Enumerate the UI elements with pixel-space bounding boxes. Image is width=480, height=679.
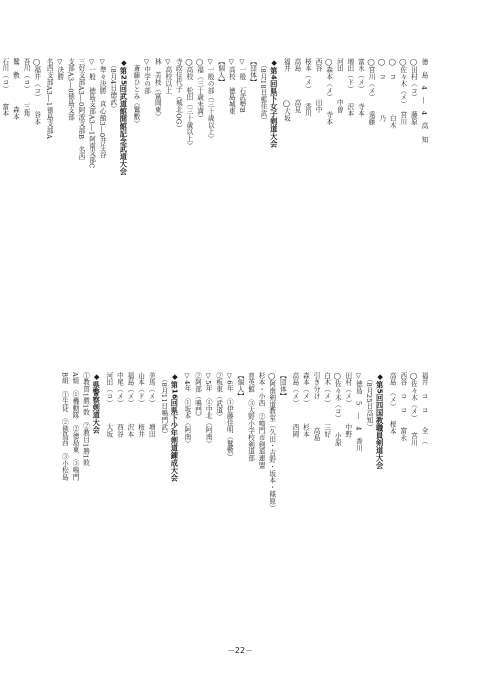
text-column: （8月4日徳武）: [108, 58, 117, 112]
text-column: 森本（メ） 杉本: [301, 372, 310, 438]
text-column: ◯宮川（メ） 遠藤: [367, 58, 376, 126]
text-column: B組 ①生徒 ②徳島西 ③小松島: [60, 372, 69, 481]
text-column: 林 美枝（富岡東）: [153, 58, 162, 121]
text-column: ◯田村（コ） 藤原: [409, 58, 418, 126]
lower-text-band: [60, 372, 428, 634]
text-column: （8月25日高知）: [365, 372, 374, 431]
text-column: ◆第16回県下少年剣道錬成大会: [170, 372, 180, 482]
text-column: ◆第4回県下女子剣道大会: [269, 58, 279, 148]
text-column: 【個人】: [235, 372, 244, 400]
text-column: ▽高校 徳島城東: [227, 58, 236, 115]
text-column: 鷲 敷 森本: [11, 58, 20, 121]
text-column: ◆県警察剣道大会: [92, 372, 102, 434]
text-column: ◯高校 松田（三十歳以上）: [184, 58, 193, 150]
text-column: 斎藤ひとみ（鷲敷）: [131, 58, 140, 127]
text-column: 河田（コ） 大坂: [104, 372, 113, 438]
text-column: 河田 中曽: [335, 58, 344, 114]
text-column: 【団体】: [248, 58, 257, 86]
text-column: A組 ①機動隊 ②徳島東 ③鳴門: [71, 372, 79, 481]
text-column: 杉本・小西 ②鳴門市剣道連盟: [257, 372, 266, 469]
text-column: （8月18日藍住武）: [259, 58, 268, 124]
text-column: 高島（メ） 西岡: [290, 372, 299, 438]
text-column: 三好支部A3―0阿波支部B 名西: [77, 58, 85, 160]
text-column: 美馬（メ） 増田: [147, 372, 156, 438]
text-column: 吾川（コ） 三角: [22, 58, 31, 117]
text-column: 福井 コ コ 全 （: [420, 372, 428, 445]
text-column: ◯佐々木（メ） 宮川: [398, 58, 407, 126]
text-column: 石川（コ） 富本: [0, 58, 9, 117]
text-column: ◆第5回四国教職員剣道大会: [375, 372, 385, 470]
text-column: 支部A3―0徳島支部: [66, 58, 75, 121]
text-column: 山本（ド） 桜井: [136, 372, 145, 438]
text-column: 【個人】: [216, 58, 225, 86]
text-column: 寺政佳代子（城北OG）: [174, 58, 183, 132]
text-column: ▽徳島 5 ― 4 香川: [354, 372, 363, 452]
text-column: ◯森本（メ） 寺本: [324, 58, 333, 126]
text-column: ◯佐々木（コ） 小原: [333, 372, 342, 446]
text-column: ▽決勝: [55, 58, 64, 81]
text-column: ▽4年 ①坂本（阿南）: [182, 372, 191, 447]
text-column: ▽高校以上: [163, 58, 172, 94]
text-column: ◯福井（コ） 谷本: [32, 58, 41, 126]
text-column: 西谷 コ コ 富永: [398, 372, 407, 441]
text-column: ▽5年 ①中北（阿南）: [204, 372, 213, 447]
text-column: ◯ コ 乃: [377, 58, 386, 122]
text-column: 育英館 ③大野小学校剣道部: [246, 372, 255, 462]
text-column: （8月11日鳴門武）: [159, 372, 168, 438]
text-column: ②板東（武道）: [214, 372, 223, 421]
text-column: 西谷 田中: [314, 58, 323, 114]
text-column: ▽中学の部: [142, 58, 151, 94]
upper-text-band: [0, 58, 428, 356]
text-column: ▽一般 徳島支部A3―1阿南支部C: [87, 58, 96, 169]
text-column: 桜本（メ） 香川: [303, 58, 312, 117]
text-column: ◯阿南剣道教室（久田・吉野・坂本・篠原）: [267, 372, 276, 512]
text-column: 引き分け 高島: [312, 372, 321, 441]
text-column: ▽6年 ①伊藤佳明（鷲敷）: [225, 372, 234, 461]
text-column: 徳 島 4 ― 4 高 知: [420, 58, 428, 143]
page-number: －22－: [226, 646, 254, 655]
text-column: ◆第25回武道館開館記念武道大会: [119, 58, 129, 176]
text-column: 増田（ド） 沢本: [345, 58, 354, 117]
text-column: ◯福（三十歳未満）: [195, 58, 204, 122]
text-column: 福井 ◯大坂: [282, 58, 291, 122]
text-column: ②阿部（鳴門）: [193, 372, 202, 421]
text-column: 福島（メ） 沢本: [125, 372, 134, 438]
text-column: ◯ コ 白木: [388, 58, 397, 129]
text-column: ◯佐々木（メ） 宮川: [409, 372, 418, 446]
text-column: ▽一般 石武勢B: [237, 58, 246, 113]
text-column: 田村（メ） 中野: [343, 372, 352, 438]
text-column: 富永（メ） 寺本: [356, 58, 365, 117]
text-column: 高島 高見: [292, 58, 301, 114]
text-column: ①教習1勝1敗 ②教目1勝1敗: [81, 372, 90, 466]
text-column: 【団体】: [278, 372, 287, 400]
text-column: 中尾（メ） 西谷: [115, 372, 124, 438]
text-column: 白木（メ） 三好: [322, 372, 331, 438]
text-column: ▽一般の部（三十歳以上）: [206, 58, 215, 143]
text-column: 名西支部A3―1徳島支部A: [45, 58, 54, 140]
text-column: 高島 （メ） 桜本: [388, 372, 397, 435]
text-column: ▽準々決勝 真心館3―0井生谷: [98, 58, 107, 159]
